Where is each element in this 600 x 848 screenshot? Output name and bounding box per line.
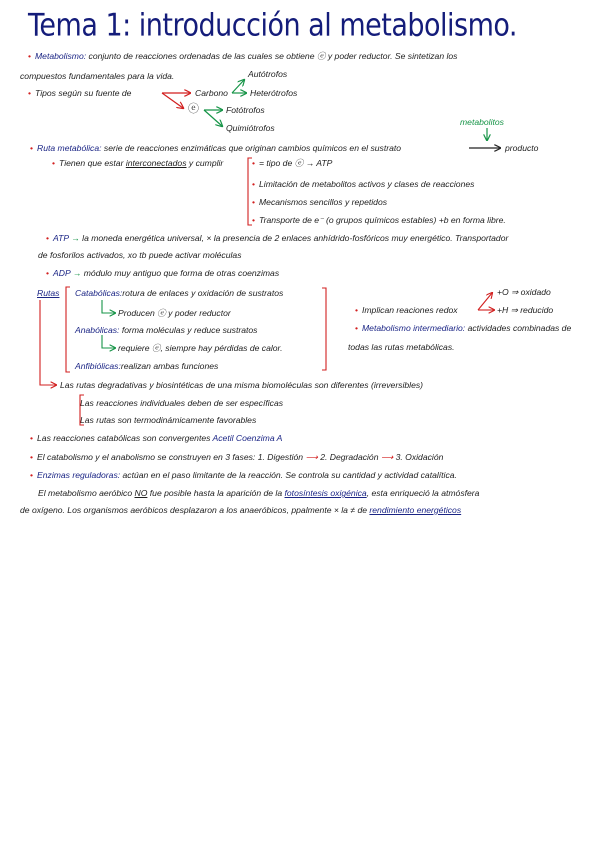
adp-line: • ADP → módulo muy antiguo que forma de otras coenzimas xyxy=(46,268,280,278)
term: rendimiento energéticos xyxy=(369,505,462,515)
termo: Las rutas son termodinámicamente favorables xyxy=(80,415,257,425)
text: serie de reacciones enzimáticas que originan cambios químicos en el sustrato xyxy=(103,143,402,153)
metabolitos-label: metabolitos xyxy=(460,117,504,127)
text: actúan en el paso limitante de la reacción. Se controla su cantidad y actividad catalítica. xyxy=(122,470,457,480)
term: Enzimas reguladoras: xyxy=(37,470,121,480)
text: NO xyxy=(134,488,148,498)
text: Tipos según su fuente de xyxy=(35,88,132,98)
oxidado: +O ⇒ oxidado xyxy=(497,287,551,297)
metabolismo-definition: • Metabolismo: conjunto de reacciones ordenadas de las cuales se obtiene ⓔ y poder reductor. Se sintetizan los xyxy=(28,51,458,61)
term: Ruta metabólica: xyxy=(37,143,102,153)
text: Las reacciones catabólicas son convergentes xyxy=(37,433,211,443)
text: 3. Oxidación xyxy=(395,452,444,462)
text: forma moléculas y reduce sustratos xyxy=(121,325,258,335)
text: Limitación de metabolitos activos y clases de reacciones xyxy=(259,179,475,189)
text: y cumplir xyxy=(188,158,224,168)
reducido: +H ⇒ reducido xyxy=(497,305,554,315)
term: Anfibiólicas: xyxy=(75,361,121,371)
text: 2. Degradación xyxy=(320,452,379,462)
condition: • = tipo de ⓔ → ATP xyxy=(252,158,333,168)
anabolicas-sub: requiere ⓔ, siempre hay pérdidas de calor. xyxy=(118,343,283,353)
text: actividades combinadas de xyxy=(467,323,572,333)
redox: • Implican reaciones redox xyxy=(355,305,458,315)
text: Implican reaciones redox xyxy=(362,305,458,315)
condition: • Limitación de metabolitos activos y clases de reacciones xyxy=(252,179,475,189)
text: Transporte de e⁻ (o grupos químicos estables) +b en forma libre. xyxy=(259,215,506,225)
convergentes: • Las reacciones catabólicas son convergentes Acetil Coenzima A xyxy=(30,433,283,443)
anabolicas xyxy=(75,325,257,336)
fototrofos: Fotótrofos xyxy=(226,105,265,115)
atp-cont: de fosforilos activados, xo tb puede activar moléculas xyxy=(38,250,242,260)
condition: • Transporte de e⁻ (o grupos químicos estables) +b en forma libre. xyxy=(252,215,506,225)
text: fue posible hasta la aparición de la xyxy=(149,488,283,498)
aerobico-cont xyxy=(20,505,461,516)
tipos-label: • Tipos según su fuente de xyxy=(28,88,132,98)
underlined: interconectados xyxy=(125,158,187,168)
text: Tienen que estar xyxy=(59,158,124,168)
quimiotrofos: Quimiótrofos xyxy=(226,123,275,133)
text: rotura de enlaces y oxidación de sustratos xyxy=(122,288,284,298)
metabolismo-cont: compuestos fundamentales para la vida. xyxy=(20,71,175,81)
text: la moneda energética universal, × la presencia de 2 enlaces anhídrido-fosfóricos muy energético. Transportador xyxy=(82,233,509,243)
enzimas: • Enzimas reguladoras: actúan en el paso limitante de la reacción. Se controla su cantidad y actividad catalítica. xyxy=(30,470,457,480)
producto: producto xyxy=(505,143,539,153)
intermediario-cont: todas las rutas metabólicas. xyxy=(348,342,455,352)
text: = tipo de ⓔ → ATP xyxy=(259,158,333,168)
text: realizan ambas funciones xyxy=(120,361,219,371)
term: Catabólicas: xyxy=(75,288,123,298)
catabolicas-sub: Producen ⓔ y poder reductor xyxy=(118,308,231,318)
heterotrofos: Heterótrofos xyxy=(250,88,298,98)
fases: • El catabolismo y el anabolismo se construyen en 3 fases: 1. Digestión ⟶ 2. Degradación ⟶ 3. Oxidación xyxy=(30,452,444,462)
page-title: Tema 1: introducción al metabolismo. xyxy=(28,8,518,44)
aerobico xyxy=(38,488,479,499)
ruta-definition: • Ruta metabólica: serie de reacciones enzimáticas que originan cambios químicos en el sustrato xyxy=(30,143,402,153)
degradativas: Las rutas degradativas y biosintéticas de una misma biomoléculas son diferentes (irreversibles) xyxy=(60,380,424,390)
text: , esta enriqueció la atmósfera xyxy=(366,488,480,498)
anfibolicas xyxy=(75,361,218,372)
individuales: Las reacciones individuales deben de ser específicas xyxy=(80,398,284,408)
term: Metabolismo intermediario: xyxy=(362,323,466,333)
term: ATP xyxy=(53,233,69,243)
term: Metabolismo: xyxy=(35,51,87,61)
condition: • Mecanismos sencillos y repetidos xyxy=(252,197,388,207)
text: El metabolismo aeróbico xyxy=(38,488,133,498)
tienen-line: • Tienen que estar interconectados y cumplir xyxy=(52,158,224,168)
atp-line: • ATP → la moneda energética universal, × la presencia de 2 enlaces anhídrido-fosfóricos muy energético. Transportador xyxy=(46,233,509,243)
text: El catabolismo y el anabolismo se construyen en 3 fases: 1. Digestión xyxy=(37,452,304,462)
term: Anabólicas: xyxy=(75,325,120,335)
term: fotosíntesis oxigénica xyxy=(284,488,367,498)
intermediario: • Metabolismo intermediario: actividades combinadas de xyxy=(355,323,572,333)
text: Mecanismos sencillos y repetidos xyxy=(259,197,388,207)
carbono: Carbono xyxy=(195,88,228,98)
sub-arrows xyxy=(102,300,115,348)
text: conjunto de reacciones ordenadas de las cuales se obtiene ⓔ y poder reductor. Se sintetizan los xyxy=(88,51,458,61)
rutas-label: Rutas xyxy=(37,288,60,298)
e-symbol: ⓔ xyxy=(188,103,199,115)
term: Acetil Coenzima A xyxy=(212,433,283,443)
text: módulo muy antiguo que forma de otras coenzimas xyxy=(83,268,280,278)
term: ADP xyxy=(53,268,71,278)
autotrofos: Autótrofos xyxy=(248,69,288,79)
catabolicas xyxy=(75,288,283,299)
text: de oxígeno. Los organismos aeróbicos desplazaron a los anaeróbicos, ppalmente × la ≠ de xyxy=(20,505,368,515)
